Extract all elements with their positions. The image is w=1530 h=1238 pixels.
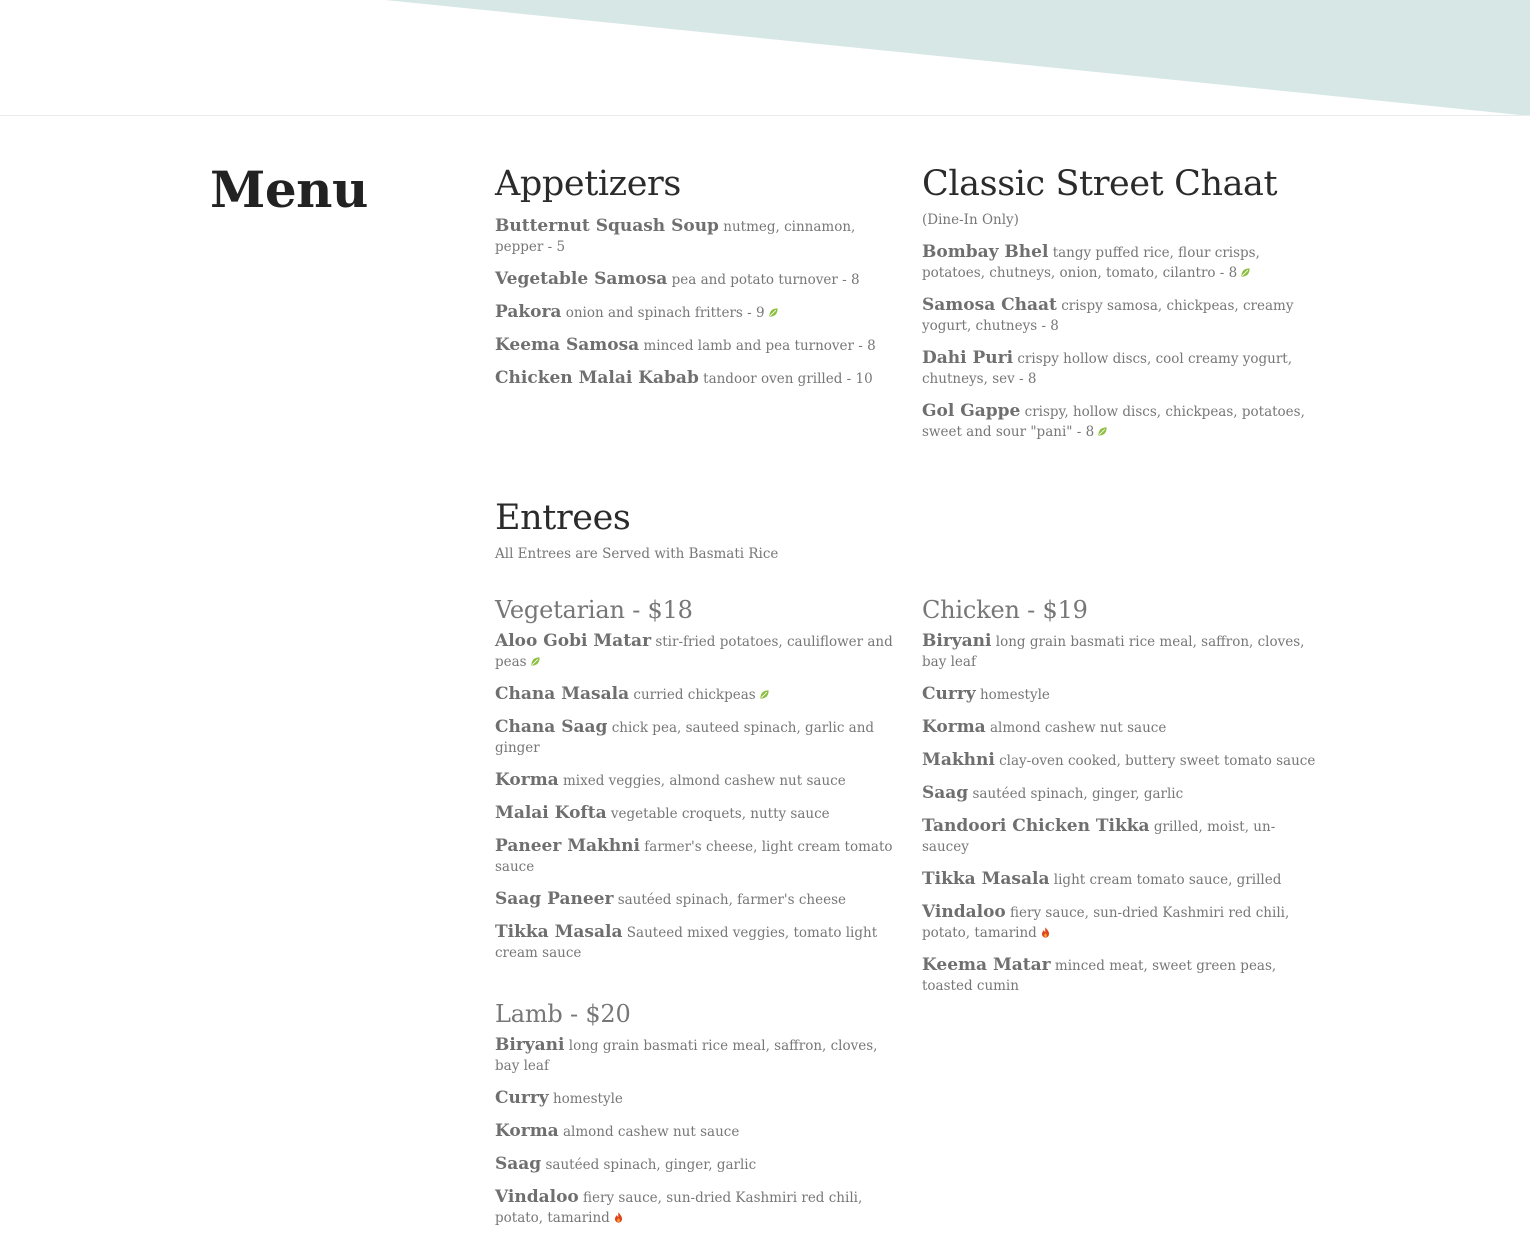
vegetarian-list xyxy=(495,631,895,963)
menu-item-name: Makhni xyxy=(922,750,995,770)
menu-item-name: Biryani xyxy=(922,631,992,651)
menu-item-name: Bombay Bhel xyxy=(922,242,1049,262)
entrees-note: All Entrees are Served with Basmati Rice xyxy=(495,546,779,562)
menu-item-description: tangy puffed rice, flour crisps, potatoes, chutneys, onion, tomato, cilantro - 8 xyxy=(922,245,1260,281)
chaat-note: (Dine-In Only) xyxy=(922,212,1019,228)
chicken-list xyxy=(922,631,1322,996)
menu-item-name: Curry xyxy=(922,684,976,704)
menu-item-description: fiery sauce, sun-dried Kashmiri red chili, potato, tamarind xyxy=(495,1190,863,1226)
menu-item xyxy=(495,1035,895,1076)
menu-item-name: Malai Kofta xyxy=(495,803,607,823)
menu-item xyxy=(922,902,1322,943)
menu-item-name: Tikka Masala xyxy=(922,869,1050,889)
lamb-list xyxy=(495,1035,895,1228)
menu-item-name: Pakora xyxy=(495,302,562,322)
menu-item-name: Saag xyxy=(495,1154,542,1174)
menu-item xyxy=(495,269,895,290)
leaf-icon xyxy=(756,687,770,703)
menu-item-name: Chana Saag xyxy=(495,717,608,737)
menu-item xyxy=(495,1088,895,1109)
menu-item-name: Keema Samosa xyxy=(495,335,640,355)
menu-item-description: light cream tomato sauce, grilled xyxy=(1053,872,1282,888)
menu-item xyxy=(495,1154,895,1175)
page-title: Menu xyxy=(210,160,368,219)
menu-item-name: Korma xyxy=(922,717,986,737)
menu-item xyxy=(922,348,1322,389)
menu-item xyxy=(922,631,1322,672)
menu-item xyxy=(922,684,1322,705)
menu-item-description: crispy samosa, chickpeas, creamy yogurt, chutneys - 8 xyxy=(922,298,1294,334)
menu-item xyxy=(495,216,895,257)
menu-item-name: Keema Matar xyxy=(922,955,1051,975)
leaf-icon xyxy=(1094,424,1108,440)
menu-item xyxy=(495,836,895,877)
menu-item-name: Korma xyxy=(495,1121,559,1141)
menu-item-description: Sauteed mixed veggies, tomato light cream sauce xyxy=(495,925,878,961)
menu-item xyxy=(495,1121,895,1142)
menu-item xyxy=(495,302,895,323)
leaf-icon xyxy=(527,654,541,670)
menu-item-description: long grain basmati rice meal, saffron, cloves, bay leaf xyxy=(922,634,1305,670)
menu-item-description: mixed veggies, almond cashew nut sauce xyxy=(563,773,846,789)
menu-item xyxy=(495,922,895,963)
menu-item xyxy=(922,401,1322,442)
menu-item-name: Vegetable Samosa xyxy=(495,269,668,289)
menu-item xyxy=(922,816,1322,857)
lamb-section xyxy=(495,999,895,1228)
appetizers-title: Appetizers xyxy=(495,164,681,204)
menu-item-description: pea and potato turnover - 8 xyxy=(671,272,860,288)
menu-item-description: onion and spinach fritters - 9 xyxy=(565,305,765,321)
menu-item-description: almond cashew nut sauce xyxy=(563,1124,740,1140)
menu-item-name: Chana Masala xyxy=(495,684,630,704)
header-divider xyxy=(0,115,1530,116)
menu-item-description: almond cashew nut sauce xyxy=(990,720,1167,736)
menu-item-description: sautéed spinach, farmer's cheese xyxy=(617,892,847,908)
menu-item-description: minced lamb and pea turnover - 8 xyxy=(643,338,876,354)
menu-item-description: vegetable croquets, nutty sauce xyxy=(610,806,830,822)
menu-item xyxy=(495,631,895,672)
menu-item xyxy=(495,1187,895,1228)
menu-item xyxy=(922,242,1322,283)
menu-item-name: Vindaloo xyxy=(922,902,1006,922)
menu-item-name: Samosa Chaat xyxy=(922,295,1057,315)
menu-item-description: tandoor oven grilled - 10 xyxy=(703,371,873,387)
menu-item-description: homestyle xyxy=(552,1091,623,1107)
entrees-section xyxy=(495,496,1325,564)
menu-item-description: chick pea, sauteed spinach, garlic and ginger xyxy=(495,720,875,756)
menu-item-description: clay-oven cooked, buttery sweet tomato sauce xyxy=(999,753,1316,769)
flame-icon xyxy=(1037,925,1051,941)
menu-item-description: crispy, hollow discs, chickpeas, potatoes, sweet and sour "pani" - 8 xyxy=(922,404,1305,440)
menu-item-name: Saag Paneer xyxy=(495,889,614,909)
menu-item-description: grilled, moist, un-saucey xyxy=(922,819,1276,855)
flame-icon xyxy=(610,1210,624,1226)
menu-item-name: Vindaloo xyxy=(495,1187,579,1207)
menu-item-description: farmer's cheese, light cream tomato sauce xyxy=(495,839,893,875)
menu-item-name: Butternut Squash Soup xyxy=(495,216,719,236)
menu-item-description: minced meat, sweet green peas, toasted cumin xyxy=(922,958,1277,994)
chaat-section xyxy=(922,162,1322,442)
entrees-title: Entrees xyxy=(495,498,631,538)
menu-item xyxy=(922,717,1322,738)
menu-item-description: long grain basmati rice meal, saffron, cloves, bay leaf xyxy=(495,1038,878,1074)
menu-item xyxy=(495,889,895,910)
leaf-icon xyxy=(765,305,779,321)
menu-item xyxy=(922,295,1322,336)
menu-item-name: Chicken Malai Kabab xyxy=(495,368,699,388)
menu-item xyxy=(495,335,895,356)
menu-item-description: nutmeg, cinnamon, pepper - 5 xyxy=(495,219,856,255)
menu-item-name: Biryani xyxy=(495,1035,565,1055)
menu-item xyxy=(495,684,895,705)
menu-item-description: homestyle xyxy=(979,687,1050,703)
menu-item xyxy=(495,717,895,758)
menu-item-description: fiery sauce, sun-dried Kashmiri red chili, potato, tamarind xyxy=(922,905,1290,941)
vegetarian-title: Vegetarian - $18 xyxy=(495,596,693,624)
chicken-title: Chicken - $19 xyxy=(922,596,1088,624)
chaat-title: Classic Street Chaat xyxy=(922,164,1278,204)
vegetarian-section xyxy=(495,595,895,963)
menu-item-name: Tikka Masala xyxy=(495,922,623,942)
menu-item-name: Paneer Makhni xyxy=(495,836,640,856)
menu-item-description: sautéed spinach, ginger, garlic xyxy=(972,786,1184,802)
menu-item-name: Tandoori Chicken Tikka xyxy=(922,816,1150,836)
menu-item xyxy=(922,869,1322,890)
leaf-icon xyxy=(1237,265,1251,281)
menu-item-name: Dahi Puri xyxy=(922,348,1014,368)
menu-item xyxy=(922,750,1322,771)
lamb-title: Lamb - $20 xyxy=(495,1000,631,1028)
chicken-section xyxy=(922,595,1322,996)
menu-item-name: Curry xyxy=(495,1088,549,1108)
menu-item-description: sautéed spinach, ginger, garlic xyxy=(545,1157,757,1173)
appetizers-list xyxy=(495,216,895,389)
chaat-list xyxy=(922,242,1322,442)
menu-item xyxy=(495,770,895,791)
menu-item-name: Korma xyxy=(495,770,559,790)
menu-item xyxy=(495,368,895,389)
menu-item xyxy=(922,955,1322,996)
menu-item-name: Saag xyxy=(922,783,969,803)
menu-item-description: crispy hollow discs, cool creamy yogurt, chutneys, sev - 8 xyxy=(922,351,1293,387)
menu-item-name: Gol Gappe xyxy=(922,401,1021,421)
menu-item-description: stir-fried potatoes, cauliflower and peas xyxy=(495,634,893,670)
menu-item xyxy=(495,803,895,824)
header-banner xyxy=(0,0,1530,116)
menu-item-name: Aloo Gobi Matar xyxy=(495,631,652,651)
menu-item xyxy=(922,783,1322,804)
banner-shape xyxy=(385,0,1530,116)
appetizers-section xyxy=(495,162,895,389)
menu-item-description: curried chickpeas xyxy=(633,687,756,703)
